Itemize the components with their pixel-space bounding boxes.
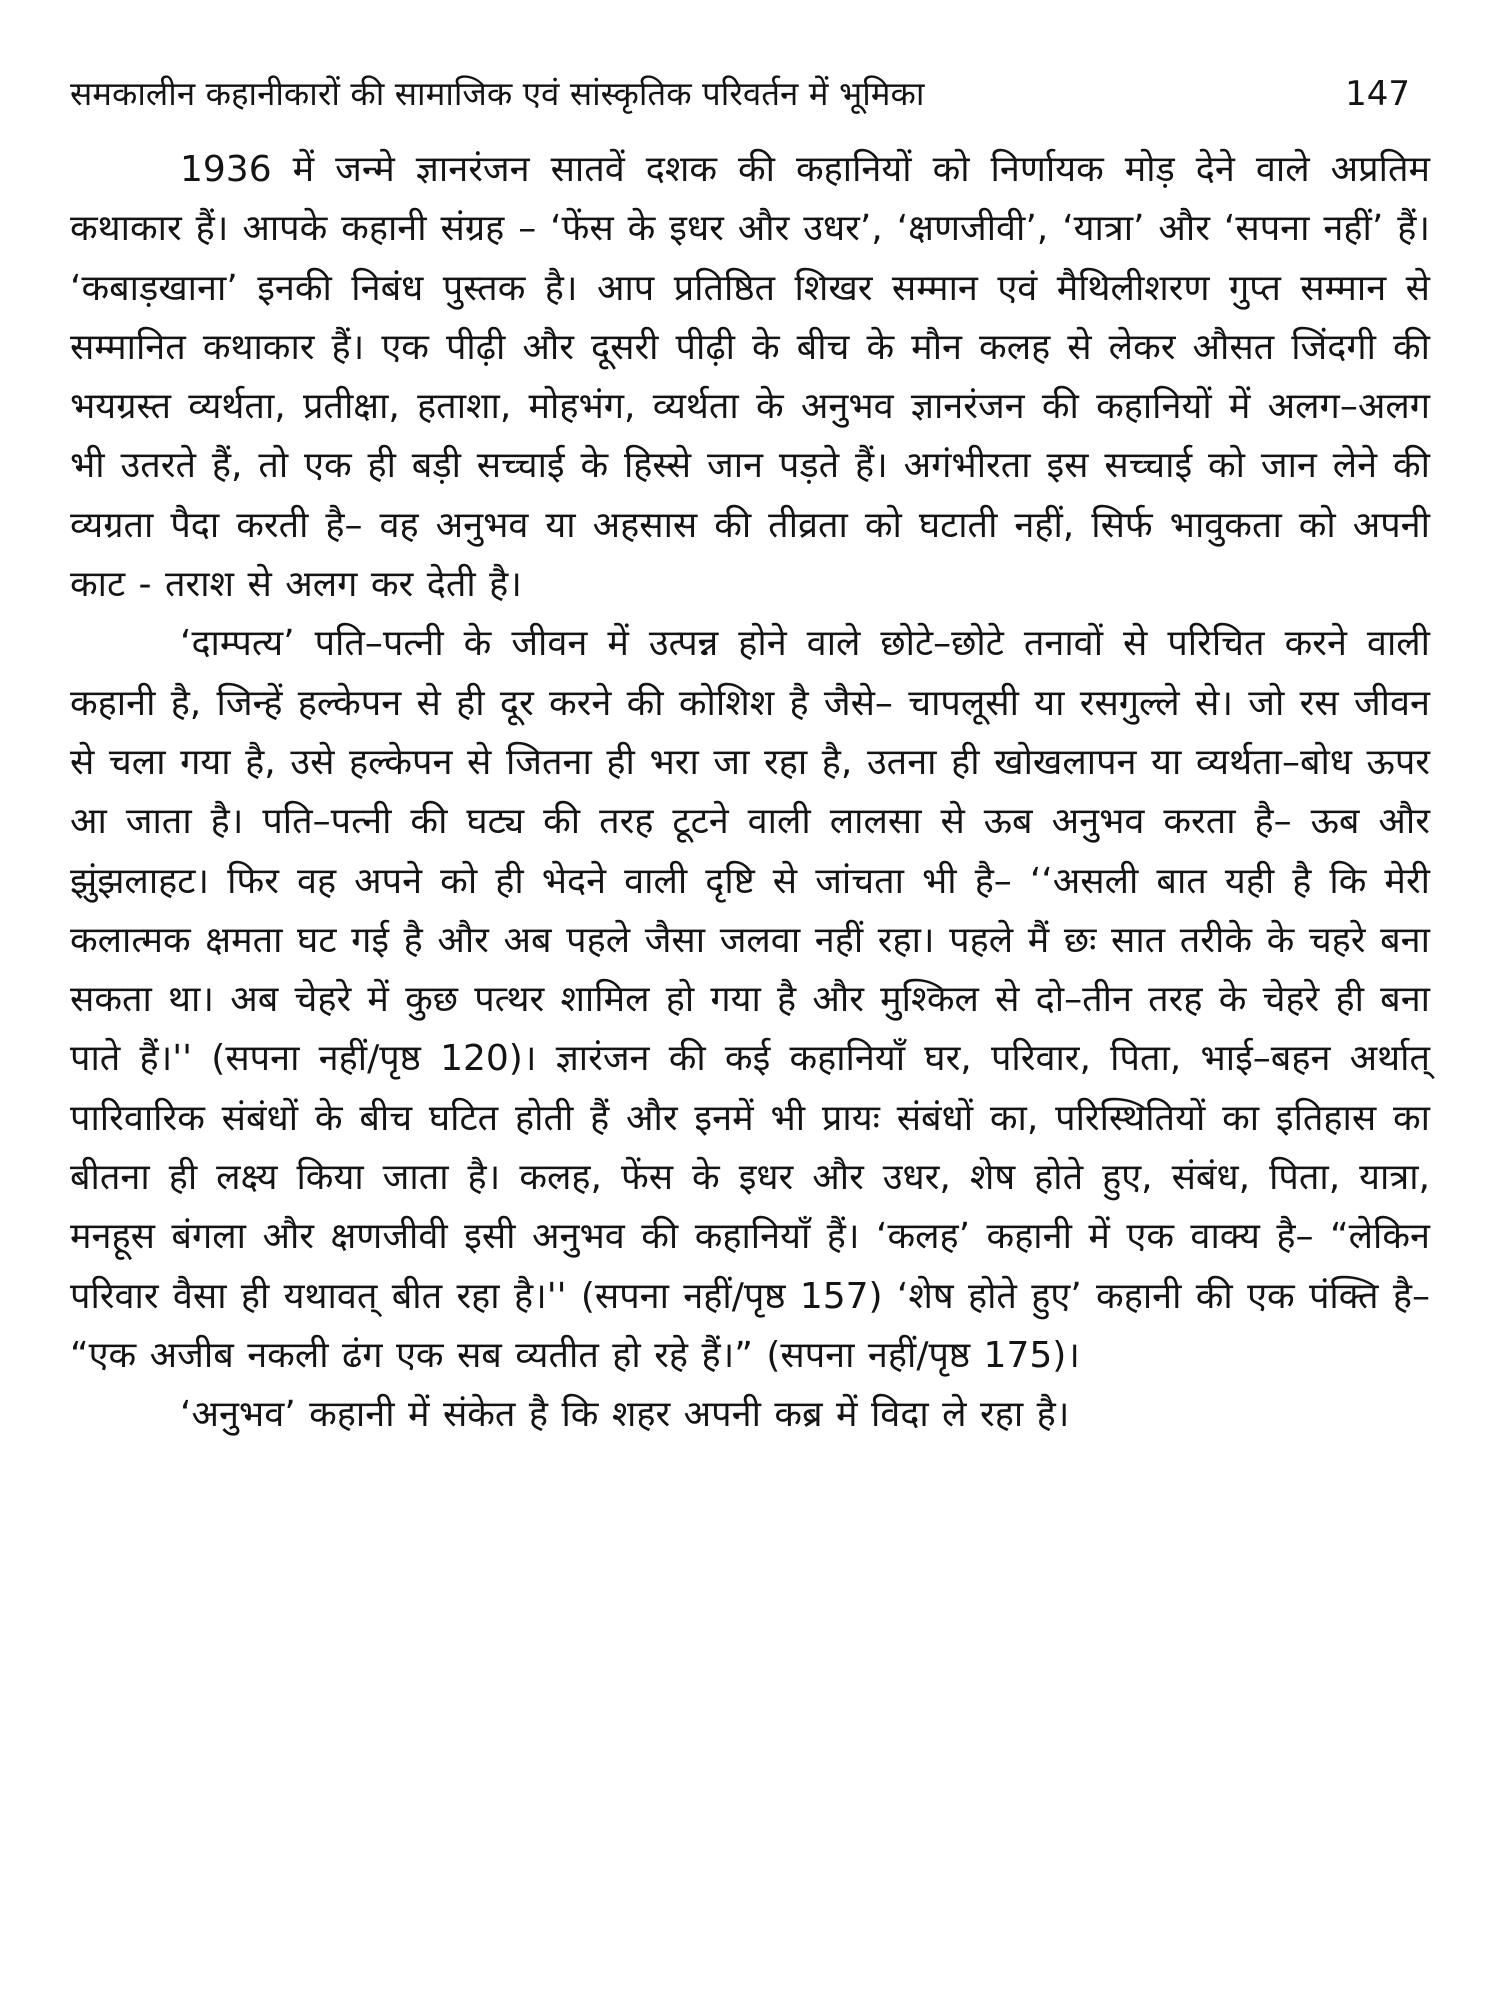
paragraph: ‘दाम्पत्य’ पति–पत्नी के जीवन में उत्पन्न होने वाले छोटे–छोटे तनावों से परिचित करने वाली कहानी है, जिन्हें हल्केपन से ही दूर करने की कोशिश है जैसे– चापलूसी या रसगुल्ले से। जो रस जीवन से चला गया है, उसे हल्केपन से जितना ही भरा जा रहा है, उतना ही खोखलापन या व्यर्थता–बोध ऊपर आ जाता है। पति–पत्नी की घट्य की तरह टूटने वाली लालसा से ऊब अनुभव करता है– ऊब और झुंझलाहट। फिर वह अपने को ही भेदने वाली दृष्टि से जांचता भी है– ‘‘असली बात यही है कि मेरी कलात्मक क्षमता घट गई है और अब पहले जैसा जलवा नहीं रहा। पहले मैं छः सात तरीके के चहरे बना सकता था। अब चेहरे में कुछ पत्थर शामिल हो गया है और मुश्किल से दो–तीन तरह के चेहरे ही बना पाते हैं।'' (सपना नहीं/पृष्ठ 120)। ज्ञारंजन की कई कहानियाँ घर, परिवार, पिता, भाई–बहन अर्थात् पारिवारिक संबंधों के बीच घटित होती हैं और इनमें भी प्रायः संबंधों का, परिस्थितियों का इतिहास का बीतना ही लक्ष्य किया जाता है। कलह, फेंस के इधर और उधर, शेष होते हुए, संबंध, पिता, यात्रा, मनहूस बंगला और क्षणजीवी इसी अनुभव की कहानियाँ हैं। ‘कलह’ कहानी में एक वाक्य है– “लेकिन परिवार वैसा ही यथावत् बीत रहा है।'' (सपना नहीं/पृष्ठ 157) ‘शेष होते हुए’ कहानी की एक पंक्ति है– “एक अजीब नकली ढंग एक सब व्यतीत हो रहे हैं।” (सपना नहीं/पृष्ठ 175)।: [70, 623, 1430, 1376]
running-title: समकालीन कहानीकारों की सामाजिक एवं सांस्कृतिक परिवर्तन में भूमिका: [70, 74, 925, 113]
running-header: [70, 72, 1430, 116]
paragraph: ‘अनुभव’ कहानी में संकेत है कि शहर अपनी कब्र में विदा ले रहा है।: [180, 1394, 1070, 1436]
page-number: 147: [1345, 74, 1410, 114]
body-text: [70, 140, 1430, 1445]
paragraph: 1936 में जन्मे ज्ञानरंजन सातवें दशक की कहानियों को निर्णायक मोड़ देने वाले अप्रतिम कथाकार हैं। आपके कहानी संग्रह – ‘फेंस के इधर और उधर’, ‘क्षणजीवी’, ‘यात्रा’ और ‘सपना नहीं’ हैं। ‘कबाड़खाना’ इनकी निबंध पुस्तक है। आप प्रतिष्ठित शिखर सम्मान एवं मैथिलीशरण गुप्त सम्मान से सम्मानित कथाकार हैं। एक पीढ़ी और दूसरी पीढ़ी के बीच के मौन कलह से लेकर औसत जिंदगी की भयग्रस्त व्यर्थता, प्रतीक्षा, हताशा, मोहभंग, व्यर्थता के अनुभव ज्ञानरंजन की कहानियों में अलग–अलग भी उतरते हैं, तो एक ही बड़ी सच्चाई के हिस्से जान पड़ते हैं। अगंभीरता इस सच्चाई को जान लेने की व्यग्रता पैदा करती है– वह अनुभव या अहसास की तीव्रता को घटाती नहीं, सिर्फ भावुकता को अपनी काट - तराश से अलग कर देती है।: [70, 149, 1430, 606]
